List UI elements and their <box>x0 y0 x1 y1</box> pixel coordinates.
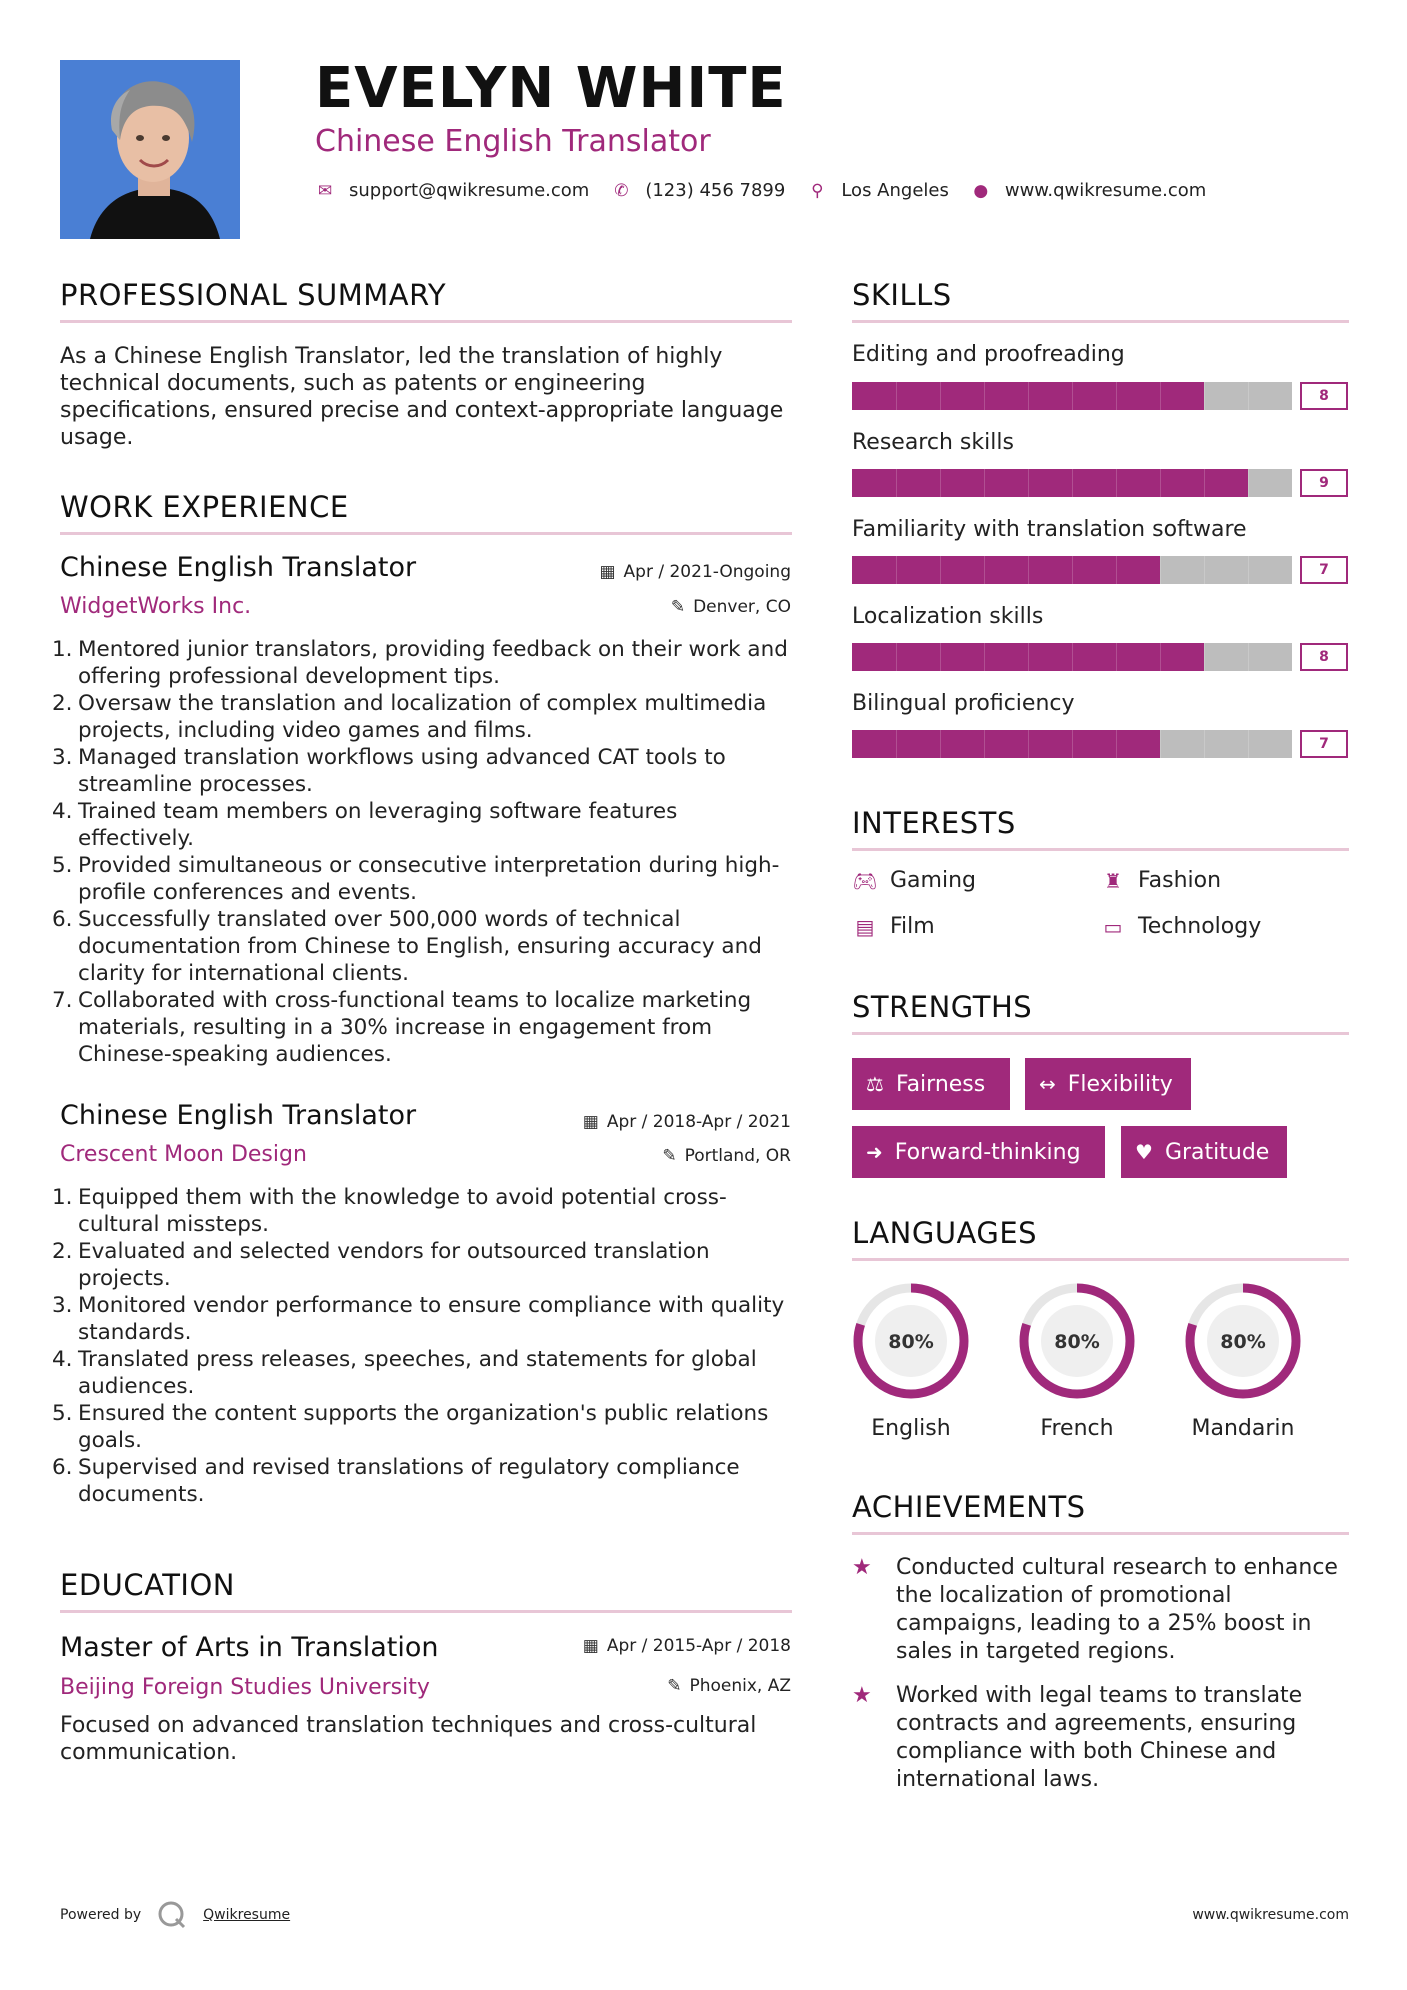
candidate-name: EVELYN WHITE <box>315 56 787 121</box>
footer-website[interactable]: www.qwikresume.com <box>1192 1907 1349 1923</box>
calendar-icon: ▦ <box>582 1636 599 1656</box>
skill-bar-segment <box>1248 643 1249 671</box>
strength-chip-flexibility: ↔ Flexibility <box>1025 1058 1191 1110</box>
list-item: 6. Supervised and revised translations of regulatory compliance documents. <box>52 1455 740 1507</box>
skill-bar-segment <box>896 556 897 584</box>
skill-bar-fill <box>852 469 1248 497</box>
skill-bar-segment <box>1160 730 1161 758</box>
interest-gaming: 🎮︎ Gaming <box>852 868 976 893</box>
education-description: Focused on advanced translation techniques and cross-cultural communication. <box>60 1713 757 1765</box>
skill-bar-segment <box>1028 730 1029 758</box>
list-item: 4. Trained team members on leveraging software features effectively. <box>52 799 678 851</box>
pushpin-icon: ✎ <box>670 597 686 617</box>
phone-icon: ✆ <box>614 180 629 201</box>
heart-icon: ♥ <box>1135 1140 1153 1164</box>
pushpin-icon: ✎ <box>662 1146 677 1166</box>
candidate-role: Chinese English Translator <box>315 124 711 159</box>
calendar-icon: ▦ <box>599 562 616 582</box>
skill-bar-segment <box>984 382 985 410</box>
list-item: 5. Provided simultaneous or consecutive interpretation during high-profile conferences and events. <box>52 853 780 905</box>
job-2-company: Crescent Moon Design <box>60 1142 307 1167</box>
language-ring-mandarin <box>1182 1280 1304 1402</box>
website-text: www.qwikresume.com <box>1004 180 1207 201</box>
skill-bar-segment <box>896 382 897 410</box>
skill-bar-segment <box>1072 643 1073 671</box>
pushpin-icon: ✎ <box>667 1676 682 1696</box>
job-1-location-text: Denver, CO <box>693 597 791 617</box>
skill-bar <box>852 556 1292 584</box>
star-award-icon: ★ <box>852 1683 872 1708</box>
phone-text: (123) 456 7899 <box>645 180 786 201</box>
skill-bar-segment <box>1116 730 1117 758</box>
portrait-illustration <box>60 60 240 239</box>
skill-bar-segment <box>1028 469 1029 497</box>
job-1-location <box>671 597 791 617</box>
arrows-horizontal-icon: ↔ <box>1039 1072 1056 1096</box>
job-1-dates-text: Apr / 2021-Ongoing <box>623 562 791 582</box>
skill-bar-segment <box>940 556 941 584</box>
skill-bar-segment <box>940 382 941 410</box>
achievements-rule <box>852 1532 1349 1535</box>
skill-bar-segment <box>1028 643 1029 671</box>
skill-bar-segment <box>1072 382 1073 410</box>
skill-bar-segment <box>1028 556 1029 584</box>
skill-bar-segment <box>1116 469 1117 497</box>
interests-rule <box>852 848 1349 851</box>
skill-bar-segment <box>1248 382 1249 410</box>
skill-score: 7 <box>1300 556 1348 584</box>
job-2-location <box>662 1146 791 1166</box>
skill-bar-segment <box>1248 730 1249 758</box>
job-1-title: Chinese English Translator <box>60 552 417 583</box>
skill-score: 9 <box>1300 469 1348 497</box>
powered-by-label: Powered by <box>60 1907 142 1923</box>
experience-rule <box>60 532 792 535</box>
strength-chip-gratitude: ♥ Gratitude <box>1121 1126 1287 1178</box>
strengths-title: STRENGTHS <box>852 990 1033 1024</box>
skill-bar-segment <box>1204 469 1205 497</box>
skill-label: Research skills <box>852 430 1014 455</box>
arrow-right-icon: ➜ <box>866 1140 883 1164</box>
skill-bar-segment <box>1160 382 1161 410</box>
interest-technology: ▭ Technology <box>1100 914 1261 939</box>
education-location-text: Phoenix, AZ <box>689 1676 791 1696</box>
list-item: 3. Managed translation workflows using advanced CAT tools to streamline processes. <box>52 745 726 797</box>
skill-bar-segment <box>1160 643 1161 671</box>
education-location <box>667 1676 791 1696</box>
skill-bar-segment <box>984 730 985 758</box>
language-ring-english <box>850 1280 972 1402</box>
skill-bar-segment <box>984 643 985 671</box>
education-school: Beijing Foreign Studies University <box>60 1675 430 1700</box>
achievements-title: ACHIEVEMENTS <box>852 1490 1086 1524</box>
list-item: 7. Collaborated with cross-functional teams to localize marketing materials, resulting in a 30% increase in engagement from Chinese-speaking audiences. <box>52 988 752 1067</box>
skill-label: Familiarity with translation software <box>852 517 1247 542</box>
skill-bar-segment <box>1072 469 1073 497</box>
skills-rule <box>852 320 1349 323</box>
job-2-bullets <box>52 1184 790 1508</box>
language-percent: 80% <box>888 1331 934 1353</box>
footer-powered-by <box>60 1900 290 1930</box>
progress-ring <box>1016 1280 1138 1402</box>
skill-bar-segment <box>1204 556 1205 584</box>
skill-bar-segment <box>1072 556 1073 584</box>
contact-bar <box>315 180 1228 201</box>
skill-bar-segment <box>940 469 941 497</box>
qwikresume-logo-icon <box>157 1900 187 1930</box>
skills-title: SKILLS <box>852 278 952 312</box>
skill-bar-segment <box>940 643 941 671</box>
education-rule <box>60 1610 792 1613</box>
contact-phone[interactable] <box>611 180 785 201</box>
list-item: 3. Monitored vendor performance to ensure compliance with quality standards. <box>52 1293 785 1345</box>
summary-title: PROFESSIONAL SUMMARY <box>60 278 447 312</box>
globe-icon: ● <box>973 180 989 201</box>
skill-bar-segment <box>984 556 985 584</box>
skill-bar-segment <box>1116 382 1117 410</box>
list-item: 5. Ensured the content supports the organization's public relations goals. <box>52 1401 769 1453</box>
language-percent: 80% <box>1220 1331 1266 1353</box>
languages-rule <box>852 1258 1349 1261</box>
star-award-icon: ★ <box>852 1555 872 1580</box>
list-item: 2. Oversaw the translation and localization of complex multimedia projects, including video games and films. <box>52 691 767 743</box>
job-1-bullets <box>52 636 790 1068</box>
skill-score: 7 <box>1300 730 1348 758</box>
summary-rule <box>60 320 792 323</box>
achievement-item: ★ Conducted cultural research to enhance the localization of promotional campaigns, leading to a 25% boost in sales in targeted regions. <box>852 1555 1338 1664</box>
achievement-item: ★ Worked with legal teams to translate contracts and agreements, ensuring compliance with both Chinese and international laws. <box>852 1683 1303 1792</box>
skill-label: Localization skills <box>852 604 1044 629</box>
list-item: 1. Equipped them with the knowledge to avoid potential cross-cultural missteps. <box>52 1185 727 1237</box>
progress-ring <box>850 1280 972 1402</box>
interest-fashion: ♜ Fashion <box>1100 868 1221 893</box>
skill-bar-segment <box>896 643 897 671</box>
strengths-rule <box>852 1032 1349 1035</box>
education-degree: Master of Arts in Translation <box>60 1632 439 1663</box>
skill-label: Bilingual proficiency <box>852 691 1075 716</box>
list-item: 6. Successfully translated over 500,000 words of technical documentation from Chinese to English, ensuring accuracy and clarity for international clients. <box>52 907 762 986</box>
skill-bar-segment <box>1072 730 1073 758</box>
skill-bar-segment <box>1248 469 1249 497</box>
experience-title: WORK EXPERIENCE <box>60 490 349 524</box>
calendar-icon: ▦ <box>582 1112 599 1132</box>
skill-bar-segment <box>1248 556 1249 584</box>
education-title: EDUCATION <box>60 1568 236 1602</box>
language-label-mandarin: Mandarin <box>1191 1416 1295 1441</box>
education-dates <box>583 1636 791 1656</box>
envelope-icon: ✉ <box>317 180 333 201</box>
profile-photo <box>60 60 240 239</box>
list-item: 2. Evaluated and selected vendors for outsourced translation projects. <box>52 1239 710 1291</box>
job-2-dates-text: Apr / 2018-Apr / 2021 <box>606 1112 791 1132</box>
skill-bar <box>852 469 1292 497</box>
contact-location <box>807 180 949 201</box>
skill-bar-segment <box>896 730 897 758</box>
language-ring-french <box>1016 1280 1138 1402</box>
language-label-english: English <box>871 1416 951 1441</box>
balance-scale-icon: ⚖ <box>866 1072 884 1096</box>
map-pin-icon: ⚲ <box>811 180 824 201</box>
skill-score: 8 <box>1300 643 1348 671</box>
shopping-bag-icon: ♜ <box>1104 868 1122 893</box>
skill-bar-segment <box>1204 382 1205 410</box>
skill-bar-segment <box>940 730 941 758</box>
skill-bar-fill <box>852 556 1160 584</box>
job-2-location-text: Portland, OR <box>684 1146 791 1166</box>
skill-bar-segment <box>1028 382 1029 410</box>
list-item: 4. Translated press releases, speeches, and statements for global audiences. <box>52 1347 757 1399</box>
job-1-dates <box>599 562 791 582</box>
strength-chip-fairness: ⚖ Fairness <box>852 1058 1010 1110</box>
skill-bar-segment <box>1116 556 1117 584</box>
job-2-title: Chinese English Translator <box>60 1100 417 1131</box>
language-percent: 80% <box>1054 1331 1100 1353</box>
laptop-icon: ▭ <box>1103 914 1123 939</box>
skill-bar-segment <box>1116 643 1117 671</box>
education-dates-text: Apr / 2015-Apr / 2018 <box>606 1636 791 1656</box>
qwikresume-link[interactable]: Qwikresume <box>203 1907 291 1923</box>
interests-title: INTERESTS <box>852 806 1016 840</box>
contact-email[interactable] <box>315 180 589 201</box>
location-text: Los Angeles <box>841 180 949 201</box>
job-1-company: WidgetWorks Inc. <box>60 594 252 619</box>
contact-website[interactable] <box>971 180 1206 201</box>
skill-bar-segment <box>1160 469 1161 497</box>
skill-label: Editing and proofreading <box>852 342 1125 367</box>
skill-score: 8 <box>1300 382 1348 410</box>
gamepad-icon: 🎮︎ <box>852 868 878 893</box>
language-label-french: French <box>1040 1416 1114 1441</box>
skill-bar-segment <box>896 469 897 497</box>
job-2-dates <box>583 1112 791 1132</box>
film-icon: ▤ <box>855 914 875 939</box>
skill-bar-segment <box>984 469 985 497</box>
progress-ring <box>1182 1280 1304 1402</box>
strength-chip-forward-thinking: ➜ Forward-thinking <box>852 1126 1105 1178</box>
skill-bar <box>852 730 1292 758</box>
interest-film: ▤ Film <box>852 914 935 939</box>
languages-title: LANGUAGES <box>852 1216 1038 1250</box>
email-text: support@qwikresume.com <box>349 180 590 201</box>
skill-bar <box>852 382 1292 410</box>
skill-bar-segment <box>1204 643 1205 671</box>
skill-bar <box>852 643 1292 671</box>
skill-bar-fill <box>852 730 1160 758</box>
skill-bar-segment <box>1160 556 1161 584</box>
list-item: 1. Mentored junior translators, providing feedback on their work and offering professional development tips. <box>52 637 788 689</box>
summary-text: As a Chinese English Translator, led the translation of highly technical documents, such as patents or engineering specifications, ensured precise and context-appropriate language usage. <box>60 344 784 450</box>
skill-bar-segment <box>1204 730 1205 758</box>
